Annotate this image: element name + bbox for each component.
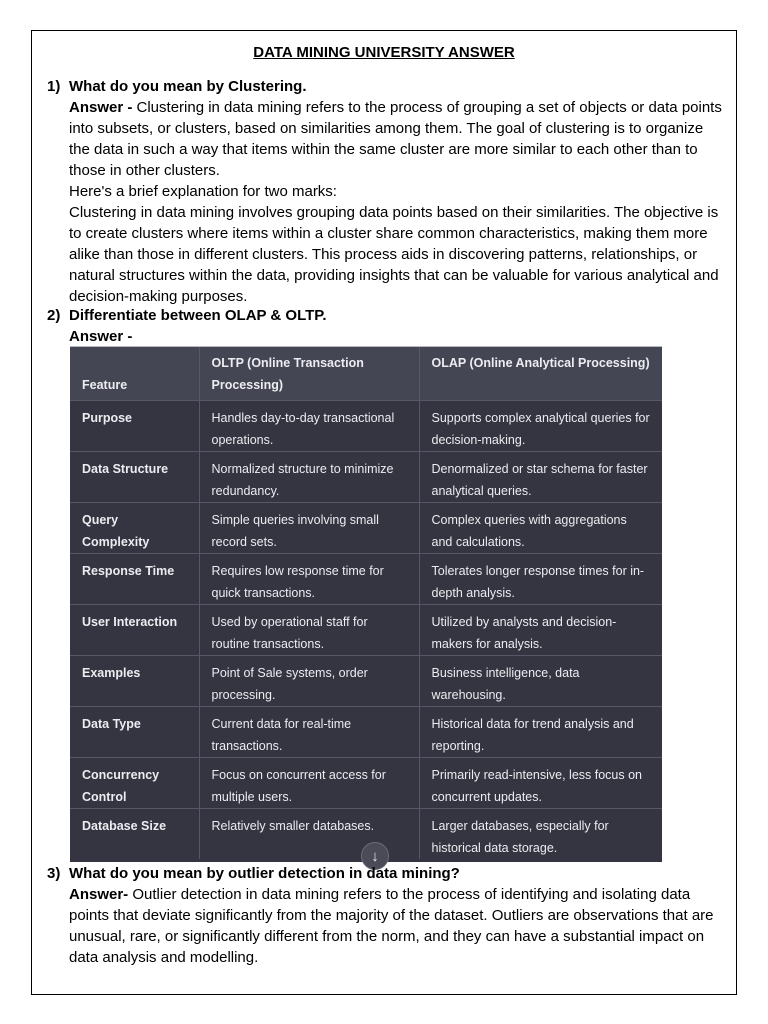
row-olap: Denormalized or star schema for faster analytical queries. xyxy=(419,451,662,502)
answer-paragraph-3: Clustering in data mining involves grouping data points based on their similarities. The objective is to create clusters where items within a cluster share common characteristics, making them more alike than those in different clusters. This process aids in discovering patterns, relationships, or natural structures within the data, providing insights that can be valuable for various analytical and decision-making purposes. xyxy=(69,204,719,305)
row-feature: Examples xyxy=(70,655,199,706)
row-feature: Data Structure xyxy=(70,451,199,502)
header-oltp: OLTP (Online Transaction Processing) xyxy=(199,346,419,400)
row-feature: Query Complexity xyxy=(70,502,199,553)
question-3 xyxy=(47,863,727,968)
row-oltp: Used by operational staff for routine transactions. xyxy=(199,604,419,655)
question-text: Differentiate between OLAP & OLTP. xyxy=(69,307,327,324)
answer-paragraph xyxy=(69,884,727,968)
row-olap: Business intelligence, data warehousing. xyxy=(419,655,662,706)
row-oltp: Normalized structure to minimize redundancy. xyxy=(199,451,419,502)
row-feature: Purpose xyxy=(70,400,199,451)
answer-paragraph xyxy=(69,97,727,181)
row-olap: Historical data for trend analysis and reporting. xyxy=(419,706,662,757)
row-feature: Database Size xyxy=(70,808,199,859)
answer-label: Answer - xyxy=(69,99,137,116)
question-1 xyxy=(47,76,727,307)
row-oltp: Point of Sale systems, order processing. xyxy=(199,655,419,706)
row-olap: Supports complex analytical queries for decision-making. xyxy=(419,400,662,451)
question-number: 3) xyxy=(47,865,61,882)
table-row xyxy=(70,655,662,706)
row-oltp: Handles day-to-day transactional operations. xyxy=(199,400,419,451)
row-feature: Response Time xyxy=(70,553,199,604)
row-olap: Utilized by analysts and decision-makers for analysis. xyxy=(419,604,662,655)
question-number: 2) xyxy=(47,307,61,324)
row-oltp: Focus on concurrent access for multiple users. xyxy=(199,757,419,808)
answer-label: Answer- xyxy=(69,886,133,903)
header-olap: OLAP (Online Analytical Processing) xyxy=(419,346,662,400)
row-oltp: Relatively smaller databases. xyxy=(199,808,419,859)
row-oltp: Requires low response time for quick transactions. xyxy=(199,553,419,604)
answer-text: Clustering in data mining refers to the process of grouping a set of objects or data points into subsets, or clusters, based on similarities among them. The goal of clustering is to organize the data in such a way that items within the same cluster are more similar to each other than to those in other clusters. xyxy=(69,99,722,179)
row-oltp: Simple queries involving small record sets. xyxy=(199,502,419,553)
olap-oltp-table xyxy=(70,346,662,859)
document-title: DATA MINING UNIVERSITY ANSWER xyxy=(253,44,515,61)
table-row xyxy=(70,502,662,553)
answer-label: Answer - xyxy=(69,328,133,345)
question-text: What do you mean by Clustering. xyxy=(69,78,307,95)
row-feature: Data Type xyxy=(70,706,199,757)
row-olap: Primarily read-intensive, less focus on concurrent updates. xyxy=(419,757,662,808)
row-olap: Larger databases, especially for historical data storage. xyxy=(431,818,609,855)
question-2 xyxy=(47,305,727,347)
table-row xyxy=(70,400,662,451)
table-row xyxy=(70,553,662,604)
comparison-table-image xyxy=(70,346,662,862)
row-oltp: Current data for real-time transactions. xyxy=(199,706,419,757)
table-row xyxy=(70,604,662,655)
row-olap: Complex queries with aggregations and calculations. xyxy=(419,502,662,553)
row-feature: Concurrency Control xyxy=(70,757,199,808)
row-olap: Tolerates longer response times for in-depth analysis. xyxy=(419,553,662,604)
answer-text: Outlier detection in data mining refers to the process of identifying and isolating data points that deviate significantly from the majority of the dataset. Outliers are observations that are unusual, rare, or significantly different from the norm, and they can have a substantial impact on data analysis and modelling. xyxy=(69,886,714,966)
scroll-down-icon: ↓ xyxy=(361,842,389,870)
header-feature: Feature xyxy=(70,346,199,400)
table-header-row xyxy=(70,346,662,400)
table-row xyxy=(70,757,662,808)
question-number: 1) xyxy=(47,78,61,95)
answer-paragraph-2: Here's a brief explanation for two marks: xyxy=(69,183,337,200)
table-row xyxy=(70,706,662,757)
row-feature: User Interaction xyxy=(70,604,199,655)
table-row xyxy=(70,451,662,502)
question-text: What do you mean by outlier detection in data mining? xyxy=(69,865,460,882)
